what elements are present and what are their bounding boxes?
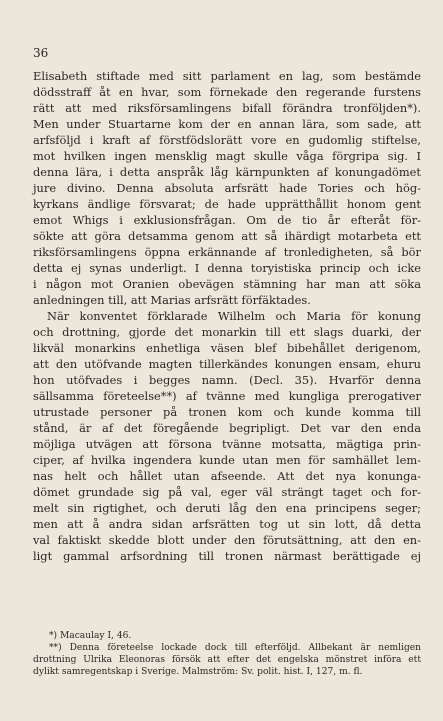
- footnote-1: *) Macaulay I, 46.: [49, 631, 132, 641]
- text-line: stånd, är af det föregående begripligt. Det var den enda: [33, 421, 421, 435]
- text-line: i någon mot Oranien obevägen stämning har man att söka: [33, 277, 421, 291]
- footnote-2-line: dylikt samregentskap i Sverige. Malmström: Sv. polit. hist. I, 127, m. fl.: [33, 667, 363, 677]
- footnote-2-line: **) Denna företeelse lockade dock till efterföljd. Allbekant är nemligen: [49, 643, 421, 653]
- text-line: val faktiskt skedde blott under den förutsättning, att den en-: [33, 533, 421, 547]
- text-line: anledningen till, att Marias arfsrätt förfäktades.: [33, 293, 311, 307]
- text-line: likväl monarkins enhetliga väsen blef bibehållet derigenom,: [33, 341, 421, 355]
- text-line: denna lära, i detta anspråk låg kärnpunkten af konungadömet: [33, 165, 421, 179]
- text-line: men att å andra sidan arfsrätten tog ut sin lott, då detta: [33, 517, 421, 531]
- text-line: ligt gammal arfsordning till tronen närmast berättigade ej: [33, 549, 421, 563]
- text-line: möjliga utvägen att försona tvänne motsatta, mägtiga prin-: [33, 437, 421, 451]
- text-line: och drottning, gjorde det monarkin till ett slags duarki, der: [33, 325, 421, 339]
- text-line: riksförsamlingens öppna erkännande af tronledigheten, så bör: [33, 245, 421, 259]
- paragraph-1: [33, 68, 421, 308]
- page-number: 36: [33, 46, 49, 60]
- text-line: emot Whigs i exklusionsfrågan. Om de tio år efteråt för-: [33, 213, 421, 227]
- text-line: Elisabeth stiftade med sitt parlament en lag, som bestämde: [33, 69, 421, 83]
- text-line: dödsstraff åt en hvar, som förnekade den regerande furstens: [33, 85, 421, 99]
- text-line: sällsamma företeelse**) af tvänne med kungliga prerogativer: [33, 389, 421, 403]
- text-line: jure divino. Denna absoluta arfsrätt hade Tories och hög-: [33, 181, 421, 195]
- text-line: rätt att med riksförsamlingens bifall förändra tronföljden*).: [33, 101, 421, 115]
- footnotes: [33, 630, 421, 678]
- text-line: När konventet förklarade Wilhelm och Maria för konung: [47, 309, 421, 323]
- text-line: nas helt och hållet utan afseende. Att det nya konunga-: [33, 469, 421, 483]
- text-line: ciper, af hvilka ingendera kunde utan men för samhället lem-: [33, 453, 421, 467]
- text-line: sökte att göra detsamma genom att så ihärdigt motarbeta ett: [33, 229, 421, 243]
- text-line: utrustade personer på tronen kom och kunde komma till: [33, 405, 421, 419]
- text-line: dömet grundade sig på val, eger väl strängt taget och for-: [33, 485, 421, 499]
- paragraph-2: [33, 308, 421, 564]
- text-line: Men under Stuartarne kom der en annan lära, som sade, att: [33, 117, 421, 131]
- text-line: att den utöfvande magten tillerkändes konungen ensam, ehuru: [33, 357, 421, 371]
- text-line: hon utöfvades i begges namn. (Decl. 35). Hvarför denna: [33, 373, 421, 387]
- text-line: mot hvilken ingen mensklig magt skulle våga förgripa sig. I: [33, 149, 421, 163]
- text-line: melt sin rigtighet, och deruti låg den ena principens seger;: [33, 501, 421, 515]
- text-line: detta ej synas underligt. I denna toryistiska princip och icke: [33, 261, 421, 275]
- body-text: [33, 68, 421, 564]
- text-line: arfsföljd i kraft af förstfödslorätt vore en gudomlig stiftelse,: [33, 133, 421, 147]
- text-line: kyrkans ändlige försvarat; de hade upprätthållit honom gent: [33, 197, 421, 211]
- footnote-2-line: drottning Ulrika Eleonoras försök att efter det engelska mönstret införa ett: [33, 655, 421, 665]
